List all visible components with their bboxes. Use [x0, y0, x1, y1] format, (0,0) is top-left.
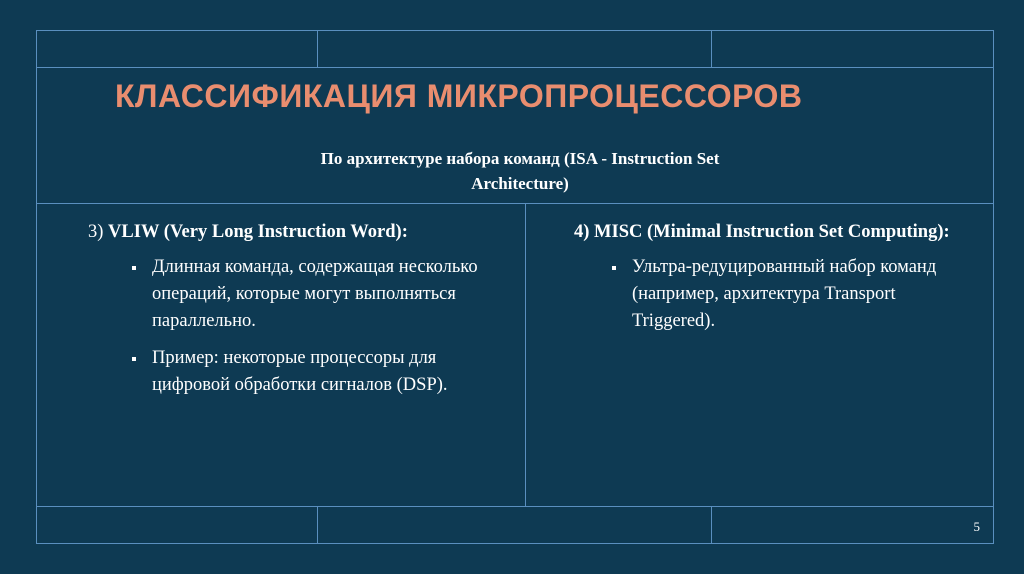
- frame-top-line: [36, 30, 994, 31]
- top-divider-right: [711, 30, 712, 68]
- top-divider-left: [317, 30, 318, 68]
- header-divider-line: [36, 67, 994, 68]
- vliw-heading-text: VLIW (Very Long Instruction Word):: [108, 222, 408, 242]
- subtitle-line-2: Architecture): [471, 174, 569, 193]
- vliw-heading-prefix: 3): [88, 222, 109, 242]
- bullet-text: Длинная команда, содержащая несколько операций, которые могут выполняться параллельно.: [152, 257, 478, 331]
- misc-bullet-list: [574, 254, 964, 335]
- frame-bottom-line: [36, 543, 994, 544]
- subtitle-line-1: По архитектуре набора команд (ISA - Instruction Set: [320, 149, 720, 168]
- slide-subtitle: [270, 146, 770, 196]
- bullet-icon: [132, 266, 136, 270]
- bullet-icon: [612, 266, 616, 270]
- bullet-text: Ультра-редуцированный набор команд (например, архитектура Transport Triggered).: [632, 257, 937, 331]
- list-item: [88, 254, 508, 335]
- slide-title: КЛАССИФИКАЦИЯ МИКРОПРОЦЕССОРОВ: [115, 78, 803, 114]
- bottom-divider-left: [317, 506, 318, 544]
- column-divider: [525, 203, 526, 507]
- list-item: [88, 345, 508, 399]
- bullet-icon: [132, 357, 136, 361]
- frame-right-line: [993, 30, 994, 544]
- left-column: [88, 218, 508, 409]
- list-item: [574, 254, 964, 335]
- content-bottom-line: [36, 506, 994, 507]
- vliw-heading: [88, 218, 508, 246]
- misc-heading-text: 4) MISC (Minimal Instruction Set Computing):: [574, 222, 950, 242]
- page-number: 5: [973, 519, 980, 534]
- bullet-text: Пример: некоторые процессоры для цифровой обработки сигналов (DSP).: [152, 348, 448, 395]
- bottom-divider-right: [711, 506, 712, 544]
- right-column: [574, 218, 964, 345]
- misc-heading: [574, 218, 964, 246]
- content-top-line: [36, 203, 994, 204]
- frame-left-line: [36, 30, 37, 544]
- vliw-bullet-list: [88, 254, 508, 399]
